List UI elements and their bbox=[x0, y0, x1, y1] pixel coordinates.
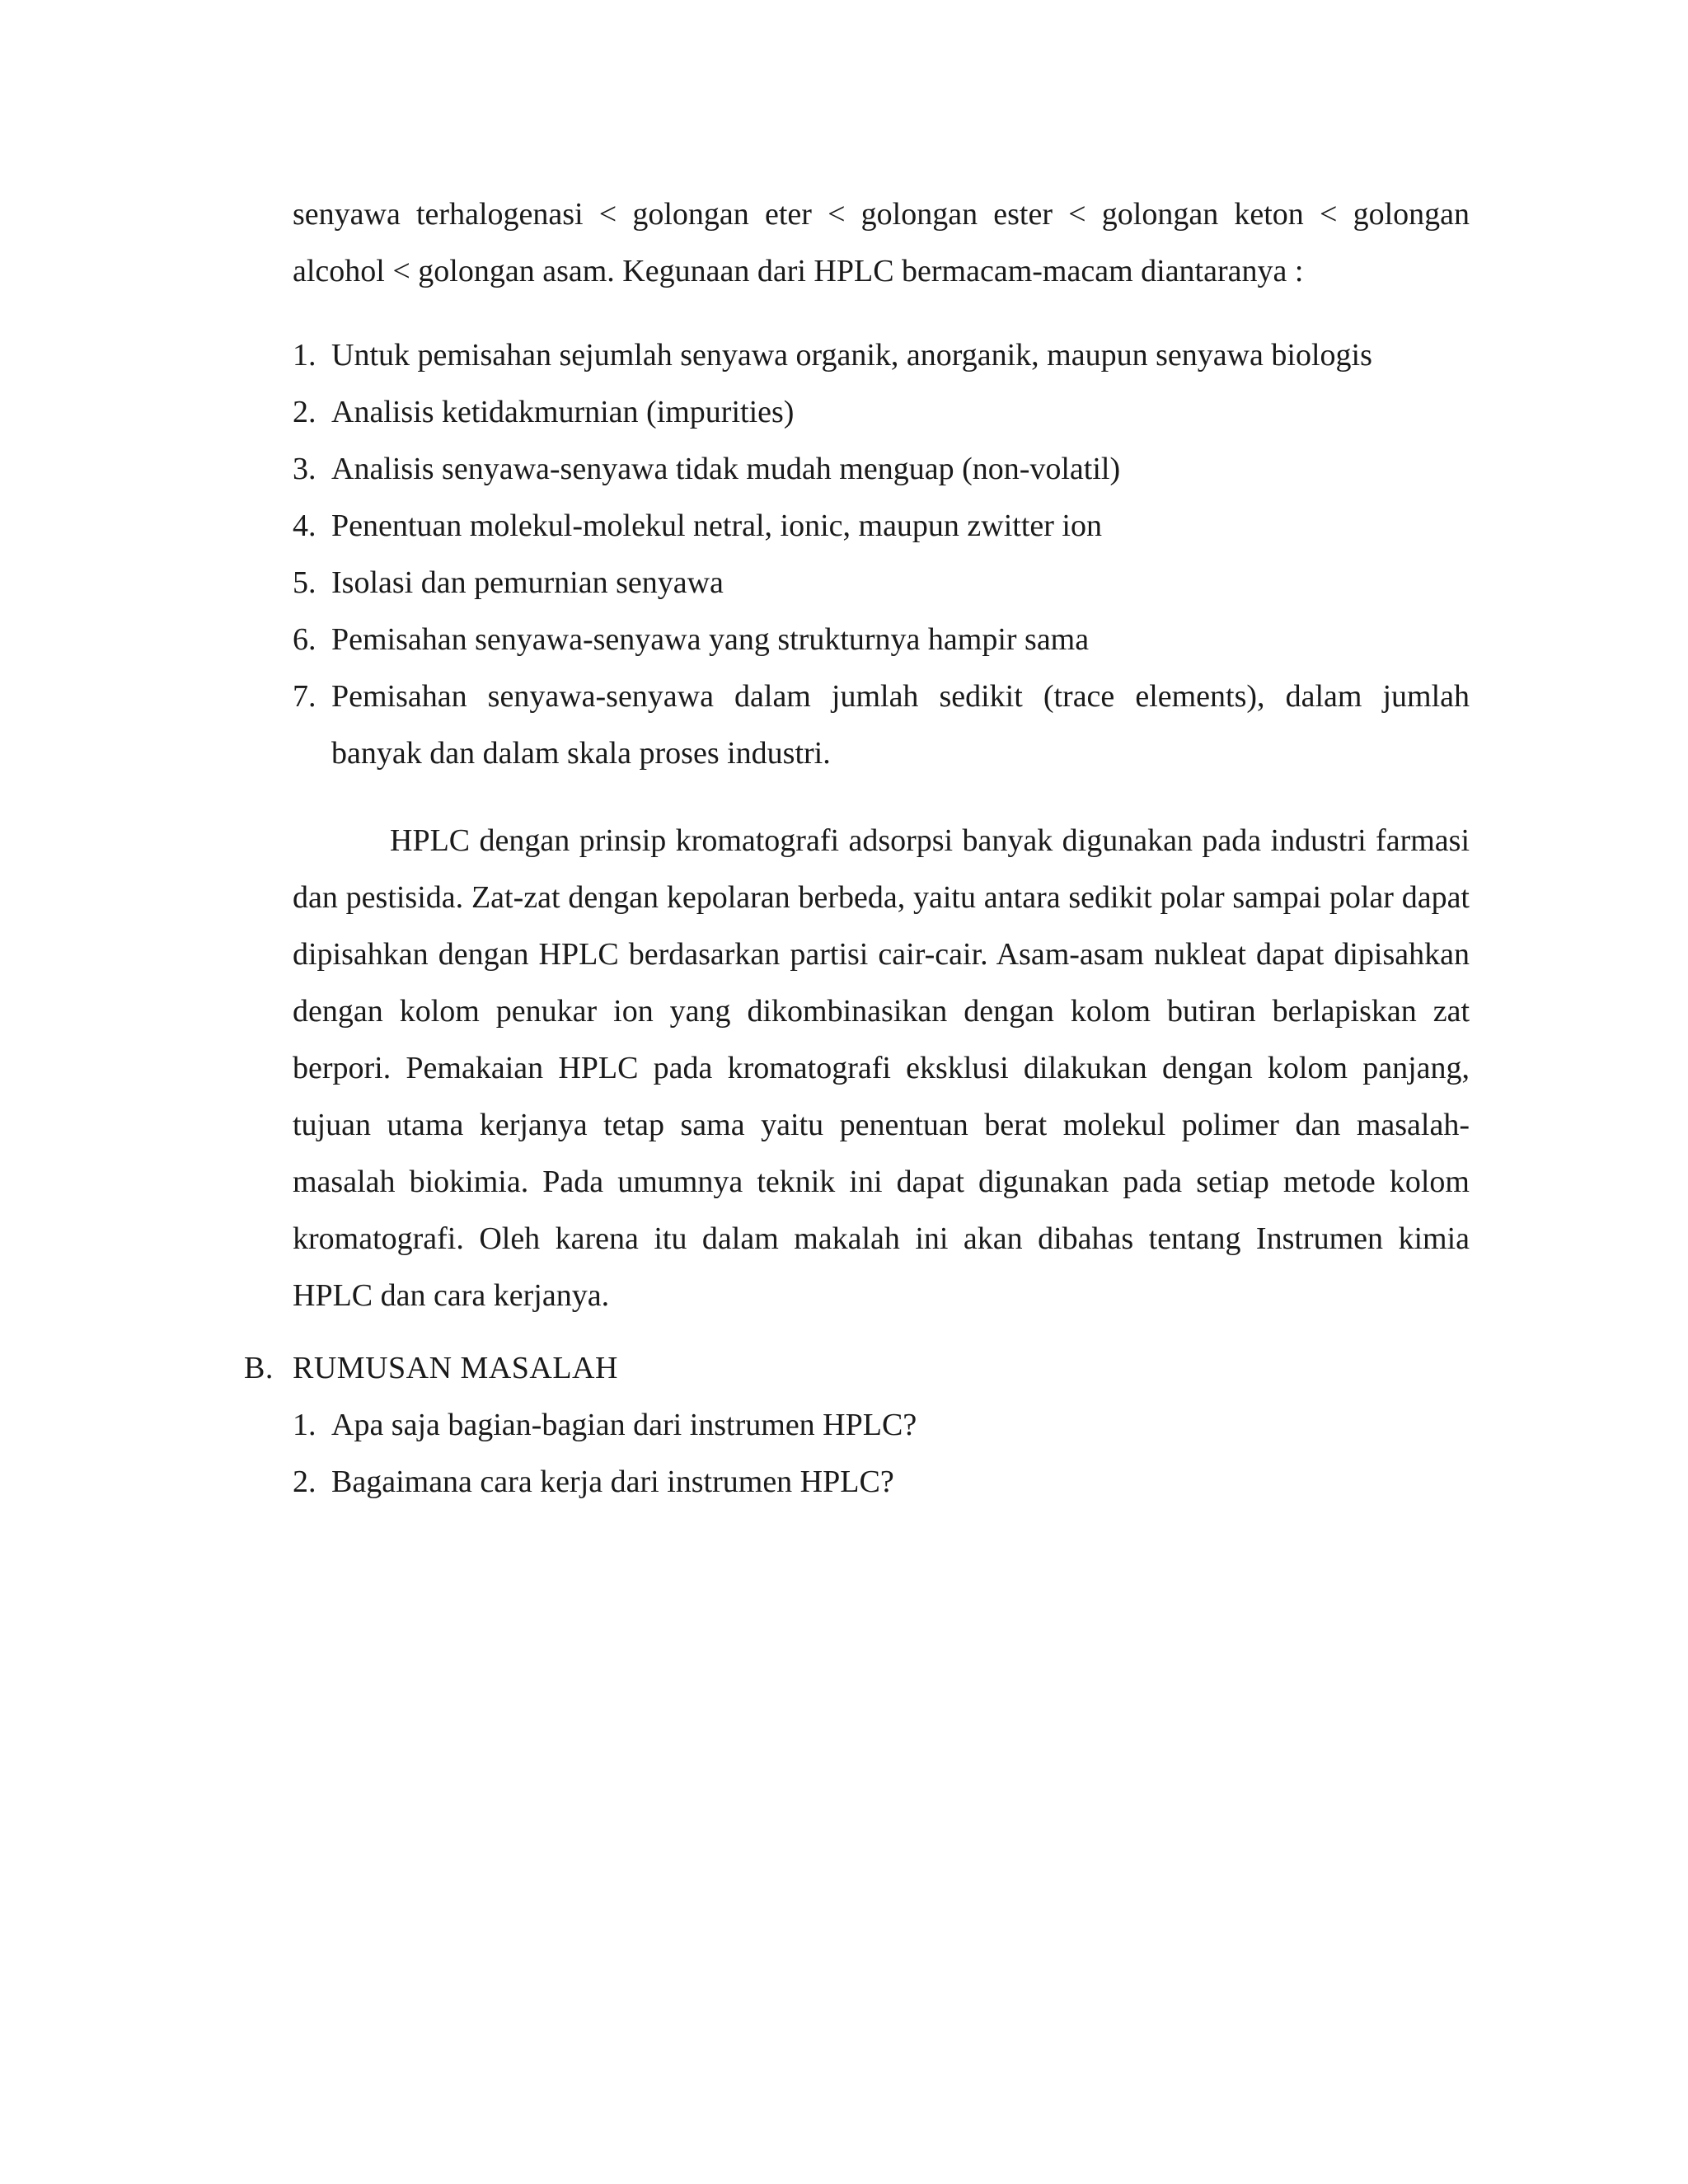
list-item bbox=[293, 441, 1470, 498]
list-item-text: Penentuan molekul-molekul netral, ionic, maupun zwitter ion bbox=[331, 509, 1102, 543]
list-item-text-line-1: Pemisahan senyawa-senyawa dalam jumlah sedikit (trace elements), dalam jumlah bbox=[331, 679, 1470, 714]
list-item-number: 6. bbox=[293, 622, 316, 657]
body-paragraph: HPLC dengan prinsip kromatografi adsorpsi banyak digunakan pada industri farmasi dan pestisida. Zat-zat dengan kepolaran berbeda, yaitu antara sedikit polar sampai polar dapat dipisahkan dengan HPLC berdasarkan partisi cair-cair. Asam-asam nukleat dapat dipisahkan dengan kolom penukar ion yang dikombinasikan dengan kolom butiran berlapiskan zat berpori. Pemakaian HPLC pada kromatografi eksklusi dilakukan dengan kolom panjang, tujuan utama kerjanya tetap sama yaitu penentuan berat molekul polimer dan masalah-masalah biokimia. Pada umumnya teknik ini dapat digunakan pada setiap metode kolom kromatografi. Oleh karena itu dalam makalah ini akan dibahas tentang Instrumen kimia HPLC dan cara kerjanya. bbox=[293, 823, 1470, 1313]
list-item-number: 1. bbox=[293, 1408, 316, 1442]
list-item-text: Bagaimana cara kerja dari instrumen HPLC? bbox=[331, 1465, 894, 1499]
section-letter: B. bbox=[244, 1351, 274, 1385]
list-item-text: Analisis ketidakmurnian (impurities) bbox=[331, 395, 795, 429]
list-item bbox=[293, 612, 1470, 668]
list-item bbox=[293, 555, 1470, 612]
intro-paragraph bbox=[293, 186, 1470, 300]
list-item-number: 3. bbox=[293, 452, 316, 486]
list-item bbox=[293, 327, 1470, 384]
problem-list bbox=[293, 1397, 1470, 1511]
list-item-number: 7. bbox=[293, 679, 316, 714]
hplc-usage-list bbox=[293, 327, 1470, 782]
list-item-number: 1. bbox=[293, 338, 316, 373]
list-item-number: 4. bbox=[293, 509, 316, 543]
list-item-text: Pemisahan senyawa-senyawa yang strukturnya hampir sama bbox=[331, 622, 1090, 657]
list-item-number: 2. bbox=[293, 1465, 316, 1499]
list-item bbox=[293, 1397, 1470, 1454]
list-item bbox=[293, 498, 1470, 555]
list-item-number: 2. bbox=[293, 395, 316, 429]
section-title: RUMUSAN MASALAH bbox=[293, 1351, 618, 1385]
list-item bbox=[293, 1454, 1470, 1511]
section-heading bbox=[244, 1340, 618, 1397]
intro-line-1: senyawa terhalogenasi < golongan eter < golongan ester < golongan keton < golongan bbox=[293, 197, 1470, 232]
list-item-text: Isolasi dan pemurnian senyawa bbox=[331, 565, 724, 600]
list-item bbox=[293, 384, 1470, 441]
list-item-text: Apa saja bagian-bagian dari instrumen HPLC? bbox=[331, 1408, 917, 1442]
list-item-text-line-2: banyak dan dalam skala proses industri. bbox=[331, 736, 831, 771]
list-item-text: Untuk pemisahan sejumlah senyawa organik, anorganik, maupun senyawa biologis bbox=[331, 338, 1372, 373]
list-item-text: Analisis senyawa-senyawa tidak mudah menguap (non-volatil) bbox=[331, 452, 1121, 486]
list-item bbox=[293, 668, 1470, 782]
intro-line-2: alcohol < golongan asam. Kegunaan dari HPLC bermacam-macam diantaranya : bbox=[293, 254, 1304, 288]
list-item-number: 5. bbox=[293, 565, 316, 600]
